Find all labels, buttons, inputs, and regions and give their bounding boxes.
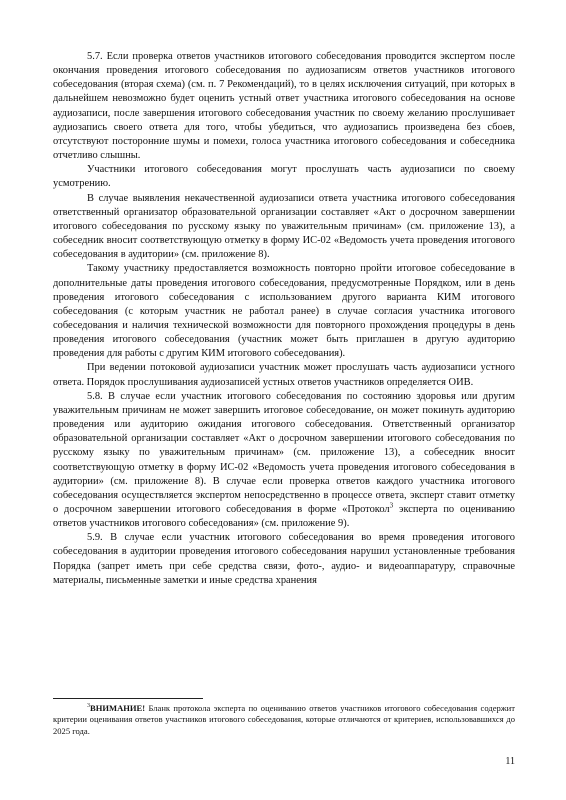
paragraph-listen-part: Участники итогового собеседования могут прослушать часть аудиозаписи по своему усмотрению. [53,164,515,190]
paragraph-5-9: 5.9. В случае если участник итогового собеседования во время проведения итогового собеседования в аудитории проведения итогового собеседования нарушил установленные требования Порядка (запрет иметь при себе средства связи, фото-, аудио- и видеоаппаратуру, справочные материалы, письменные заметки и иные средства хранения [53,532,515,586]
footnote [53,703,515,737]
paragraph-5-8-text: 5.8. В случае если участник итогового собеседования по состоянию здоровья или другим уважительным причинам не может завершить итоговое собеседование, он может покинуть аудиторию проведения или аудиторию ожидания итогового собеседования. Ответственный организатор образовательной организации составляет «Акт о досрочном завершении итогового собеседования по русскому языку по уважительным причинам» (см. приложение 13), а собеседник вносит соответствующую отметку в форму ИС-02 «Ведомость учета проведения итогового собеседования в аудитории» (см. приложение 8). В случае если проверка ответов каждого участника итогового собеседования осуществляется экспертом непосредственно в процессе ответа, эксперт ставит отметку о досрочном завершении итогового собеседования в форме «Протокол [53,390,515,515]
paragraph-5-8-tail: эксперта по оцениванию ответов участников итогового собеседования» (см. приложение 9). [53,504,515,530]
footnote-number: 3 [87,703,90,710]
footnote-reference[interactable]: 3 [389,501,394,510]
page-number: 11 [505,756,515,767]
paragraph-stream-recording: При ведении потоковой аудиозаписи участник может прослушать часть аудиозаписи устного ответа. Порядок прослушивания аудиозаписей устных ответов участников определяется ОИВ. [53,362,515,388]
paragraph-retake: Такому участнику предоставляется возможность повторно пройти итоговое собеседование в дополнительные даты проведения итогового собеседования, предусмотренные Порядком, или в день проведения итогового собеседования с использованием другого варианта КИМ итогового собеседования (с которым участник не работал ранее) в случае согласия участника итогового собеседования и наличия технической возможности для повторного прохождения процедуры в день проведения итогового собеседования (участник может быть приглашен в другую аудиторию проведения для работы с другим КИМ итогового собеседования). [53,263,515,360]
paragraph-5-7: 5.7. Если проверка ответов участников итогового собеседования проводится экспертом после окончания проведения итогового собеседования по аудиозаписям ответов участников итогового собеседования (вторая схема) (см. п. 7 Рекомендаций), то в целях исключения ситуаций, при которых в дальнейшем невозможно будет оценить устный ответ участника итогового собеседования на основе аудиозаписи, после завершения итогового собеседования участник по своему желанию прослушивает аудиозапись своего ответа для того, чтобы убедиться, что аудиозапись произведена без сбоев, отсутствуют посторонние шумы и помехи, голоса участника итогового собеседования и собеседника отчетливо слышны. [53,51,515,162]
paragraph-bad-recording: В случае выявления некачественной аудиозаписи ответа участника итогового собеседования ответственный организатор образовательной организации составляет «Акт о досрочном завершении итогового собеседования по русскому языку по уважительным причинам» (см. приложение 13), а собеседник вносит соответствующую отметку в форму ИС-02 «Ведомость учета проведения итогового собеседования в аудитории» (см. приложение 8). [53,192,515,261]
footnote-divider [53,698,203,699]
footnote-text: Бланк протокола эксперта по оцениванию ответов участников итогового собеседования содержит критерии оценивания ответов участников итогового собеседования, которые отличаются от критериев, использовавшихся до 2025 года. [53,703,515,736]
body-text [53,50,515,588]
footnote-warning-label: ВНИМАНИЕ! [90,703,146,713]
paragraph-5-8 [53,390,515,532]
